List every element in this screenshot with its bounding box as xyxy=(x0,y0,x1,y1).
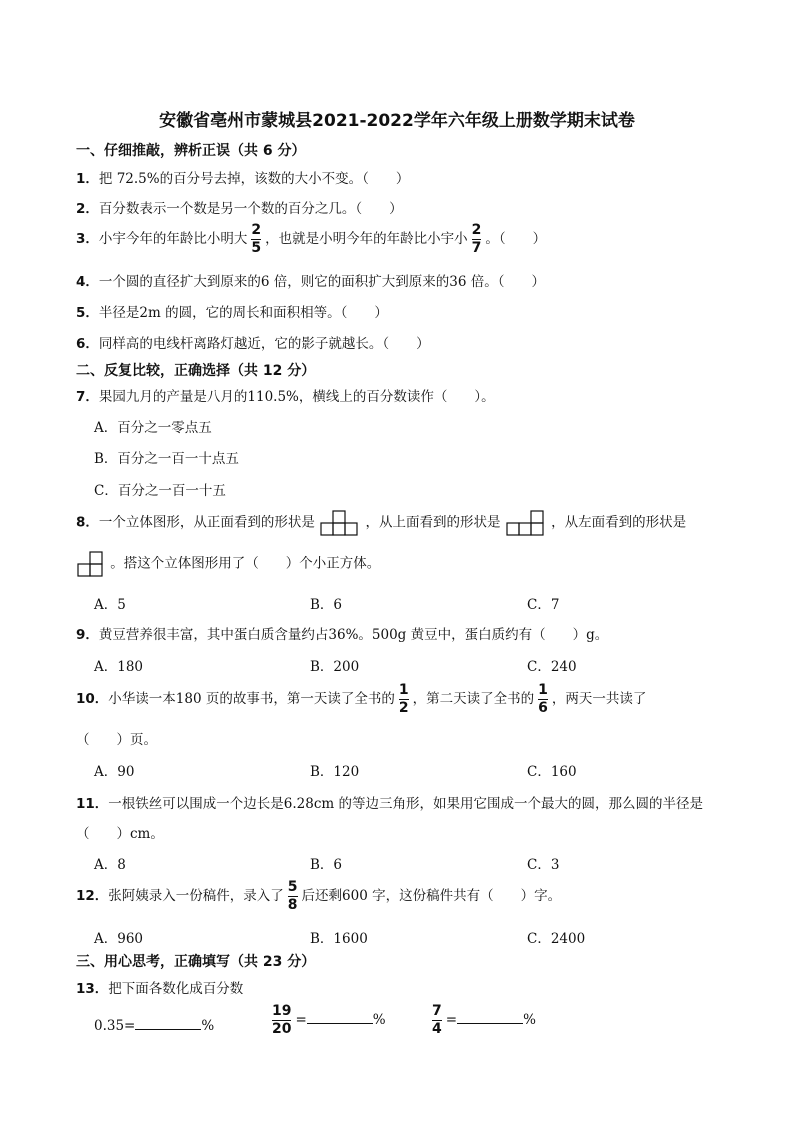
option-b[interactable]: B．6 xyxy=(310,597,343,613)
section-3-heading: 三、用心思考，正确填写（共 23 分） xyxy=(76,954,316,970)
question-text: 小宇今年的年龄比小明大 xyxy=(98,231,248,247)
question-9 xyxy=(76,623,608,643)
page-title: 安徽省亳州市蒙城县2021-2022学年六年级上册数学期末试卷 xyxy=(159,111,635,131)
option-c[interactable]: C．7 xyxy=(527,597,560,613)
answer-blank[interactable] xyxy=(135,1015,201,1030)
fraction xyxy=(432,1003,442,1038)
question-text: 小华读一本180 页的故事书，第一天读了全书的 xyxy=(108,691,395,707)
question-4 xyxy=(76,270,545,290)
option-a[interactable]: A．180 xyxy=(94,659,144,675)
conversion-item-2 xyxy=(268,1003,386,1038)
question-text: 果园九月的产量是八月的110.5%，横线上的百分数读作（ ）。 xyxy=(98,389,495,405)
question-text: 张阿姨录入一份稿件，录入了 xyxy=(108,888,284,904)
question-10-cont: （ ）页。 xyxy=(76,732,157,748)
equals-sign: = xyxy=(295,1012,307,1028)
numerator: 2 xyxy=(251,222,262,238)
question-text: ，两天一共读了 xyxy=(551,691,647,707)
question-text: 一根铁丝可以围成一个边长是6.28cm 的等边三角形，如果用它围成一个最大的圆，那么圆的半径是 xyxy=(108,796,704,812)
option-a[interactable]: A．90 xyxy=(94,764,135,780)
equals-sign: = xyxy=(445,1012,458,1028)
question-12 xyxy=(76,879,561,914)
percent-sign: % xyxy=(201,1018,215,1034)
fraction xyxy=(272,1003,291,1038)
section-1-heading: 一、仔细推敲，辨析正误（共 6 分） xyxy=(76,143,306,159)
numerator: 1 xyxy=(538,682,548,698)
option-a[interactable]: A．百分之一零点五 xyxy=(94,420,212,436)
option-b[interactable]: B．200 xyxy=(310,659,360,675)
option-b[interactable]: B．1600 xyxy=(310,931,368,947)
question-text: 。（ ） xyxy=(485,231,547,247)
question-7 xyxy=(76,385,495,405)
fraction xyxy=(251,222,261,257)
option-c[interactable]: C．160 xyxy=(527,764,577,780)
question-text: ，从左面看到的形状是 xyxy=(551,514,687,531)
numerator: 19 xyxy=(272,1003,292,1019)
question-number: 7． xyxy=(76,389,99,405)
fraction xyxy=(288,879,298,914)
question-number: 12． xyxy=(76,888,109,904)
option-c[interactable]: C．2400 xyxy=(527,931,586,947)
question-number: 5． xyxy=(76,305,99,321)
question-number: 9． xyxy=(76,627,99,643)
question-number: 2． xyxy=(76,201,99,217)
question-13 xyxy=(76,977,243,997)
numerator: 5 xyxy=(287,879,298,895)
question-number: 1． xyxy=(76,171,99,187)
expression: 0.35= xyxy=(94,1018,136,1034)
fraction xyxy=(399,682,409,717)
question-text: 把 72.5%的百分号去掉，该数的大小不变。（ ） xyxy=(98,171,410,187)
option-c[interactable]: C．百分之一百一十五 xyxy=(94,483,226,499)
percent-sign: % xyxy=(372,1012,386,1028)
denominator: 8 xyxy=(287,897,298,913)
numerator: 7 xyxy=(432,1003,442,1019)
question-10 xyxy=(76,682,646,717)
question-text: ，从上面看到的形状是 xyxy=(365,514,501,531)
question-6 xyxy=(76,332,430,352)
question-text: 一个圆的直径扩大到原来的6 倍，则它的面积扩大到原来的36 倍。（ ） xyxy=(98,274,546,290)
question-2 xyxy=(76,197,403,217)
denominator: 5 xyxy=(251,240,262,256)
answer-blank[interactable] xyxy=(307,1009,373,1024)
question-text: 百分数表示一个数是另一个数的百分之几。（ ） xyxy=(98,201,403,217)
conversion-item-3 xyxy=(428,1003,536,1038)
option-c[interactable]: C．3 xyxy=(527,857,560,873)
option-b[interactable]: B．120 xyxy=(310,764,360,780)
question-number: 11． xyxy=(76,796,109,812)
section-2-heading: 二、反复比较，正确选择（共 12 分） xyxy=(76,363,316,379)
denominator: 20 xyxy=(272,1021,292,1037)
question-1 xyxy=(76,167,409,187)
question-text: 后还剩600 字，这份稿件共有（ ）字。 xyxy=(301,888,562,904)
option-a[interactable]: A．5 xyxy=(94,597,126,613)
question-text: 一个立体图形，从正面看到的形状是 xyxy=(98,514,315,531)
fraction xyxy=(472,222,482,257)
question-number: 13． xyxy=(76,981,109,997)
option-c[interactable]: C．240 xyxy=(527,659,577,675)
top-view-icon xyxy=(505,510,547,536)
question-8-cont xyxy=(76,551,380,577)
question-number: 4． xyxy=(76,274,99,290)
answer-blank[interactable] xyxy=(457,1009,523,1024)
fraction xyxy=(538,682,548,717)
question-8 xyxy=(76,510,686,536)
percent-sign: % xyxy=(523,1012,536,1028)
denominator: 7 xyxy=(471,240,482,256)
question-text: ，第二天读了全书的 xyxy=(412,691,535,707)
question-11-cont: （ ）cm。 xyxy=(76,826,164,842)
question-text: 。搭这个立体图形用了（ ）个小正方体。 xyxy=(110,555,381,572)
conversion-item-1 xyxy=(94,1015,214,1034)
question-3 xyxy=(76,222,546,257)
numerator: 1 xyxy=(398,682,409,698)
question-text: ，也就是小明今年的年龄比小宇小 xyxy=(265,231,468,247)
question-text: 把下面各数化成百分数 xyxy=(108,981,244,997)
question-5 xyxy=(76,301,388,321)
option-b[interactable]: B．6 xyxy=(310,857,343,873)
denominator: 2 xyxy=(398,700,409,716)
denominator: 6 xyxy=(538,700,548,716)
question-number: 8． xyxy=(76,514,99,531)
question-text: 半径是2m 的圆，它的周长和面积相等。（ ） xyxy=(98,305,388,321)
question-number: 10． xyxy=(76,691,109,707)
option-a[interactable]: A．8 xyxy=(94,857,126,873)
question-text: 黄豆营养很丰富，其中蛋白质含量约占36%。500g 黄豆中，蛋白质约有（ ）g。 xyxy=(98,627,609,643)
question-number: 6． xyxy=(76,336,99,352)
numerator: 2 xyxy=(471,222,482,238)
front-view-icon xyxy=(319,510,361,536)
question-number: 3． xyxy=(76,231,99,247)
question-text: 同样高的电线杆离路灯越近，它的影子就越长。（ ） xyxy=(98,336,430,352)
denominator: 4 xyxy=(432,1021,442,1037)
question-11 xyxy=(76,792,703,812)
left-view-icon xyxy=(76,551,106,577)
option-a[interactable]: A．960 xyxy=(94,931,144,947)
option-b[interactable]: B．百分之一百一十点五 xyxy=(94,451,239,467)
